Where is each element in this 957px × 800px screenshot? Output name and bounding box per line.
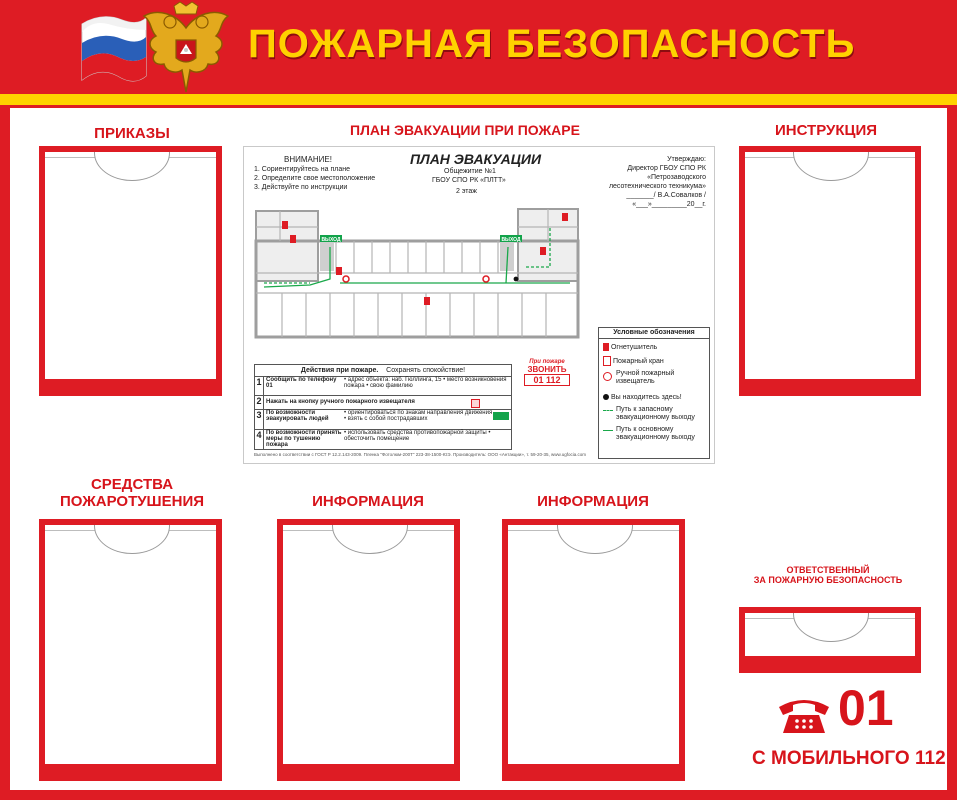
- legend-item: [603, 356, 705, 370]
- action-num: 4: [255, 430, 264, 450]
- plan-footer: Выполнено в соответствии с ГОСТ Р 12.2.143-2009. Пленка "Фотолюм-200Т" 223-38-1500-ЮЭ. Производитель: ООО «Антакции», т. 59-20-35, www.ugfocia.com: [254, 452, 586, 457]
- extinguishing-label-line2: ПОЖАРОТУШЕНИЯ: [59, 493, 205, 511]
- plan-institution: ГБОУ СПО РК «ПЛТТ»: [432, 177, 506, 184]
- actions-header: [255, 365, 511, 377]
- pocket-sheet: [745, 613, 915, 656]
- action-title: По возможности принять меры по тушению пожара: [266, 430, 342, 448]
- legend-label: Огнетушитель: [610, 344, 658, 351]
- instructions-pocket[interactable]: [739, 146, 921, 396]
- orders-label: ПРИКАЗЫ: [94, 125, 170, 142]
- legend-item: [603, 406, 705, 426]
- main-route-icon: [603, 430, 613, 431]
- action-row-1: [255, 377, 511, 396]
- fire-phone-number: 01: [838, 680, 894, 736]
- extinguishing-label: [44, 476, 220, 511]
- pocket-notch: [557, 525, 633, 554]
- call-numbers: 01 112: [524, 374, 570, 386]
- floor-plan-drawing: [250, 207, 584, 357]
- info-pocket-2[interactable]: [502, 519, 685, 781]
- approval-line: лесотехнического техникума»: [608, 183, 706, 190]
- approval-line: Утверждаю:: [667, 156, 706, 163]
- legend-item: [603, 370, 705, 392]
- action-num: 2: [255, 396, 264, 409]
- action-num: 1: [255, 377, 264, 395]
- board-title: ПОЖАРНАЯ БЕЗОПАСНОСТЬ: [248, 22, 856, 66]
- telephone-icon: [775, 691, 833, 737]
- step-1: 1. Сориентируйтесь на плане: [254, 166, 350, 173]
- legend-label: Путь к запасному эвакуационному выходу: [616, 406, 695, 421]
- exit-direction-icon: [493, 412, 509, 420]
- exit-sign-text: ВЫХОД: [321, 237, 341, 243]
- pocket-notch: [94, 152, 170, 181]
- approval-block: [596, 155, 706, 209]
- you-are-here-icon: [603, 394, 609, 400]
- step-2: 2. Определите свое местоположение: [254, 175, 376, 182]
- info-pocket-1[interactable]: [277, 519, 460, 781]
- action-num: 3: [255, 410, 264, 429]
- attention-text: ВНИМАНИЕ!: [284, 155, 332, 164]
- approval-line: «___»_________20__г.: [632, 201, 706, 208]
- extinguishing-pocket[interactable]: [39, 519, 222, 781]
- evacuation-section-label: ПЛАН ЭВАКУАЦИИ ПРИ ПОЖАРЕ: [350, 122, 580, 138]
- approval-line: _______/ В.А.Совалков /: [626, 192, 706, 199]
- info-label-1: ИНФОРМАЦИЯ: [312, 493, 424, 510]
- pocket-notch: [94, 525, 170, 554]
- action-row-3: [255, 410, 511, 430]
- pocket-sheet: [508, 525, 679, 764]
- info-label-2: ИНФОРМАЦИЯ: [537, 493, 649, 510]
- actions-table: [254, 364, 512, 450]
- plan-building: Общежитие №1: [444, 168, 496, 175]
- extinguishing-label-line1: СРЕДСТВА: [90, 476, 174, 493]
- action-notes: • адрес объекта: наб. Гюллинга, 15 • место возникновения пожара • свою фамилию: [344, 377, 507, 389]
- call-label-2: ЗВОНИТЬ: [527, 365, 567, 374]
- instructions-label: ИНСТРУКЦИЯ: [774, 122, 878, 139]
- manual-call-point-icon: [603, 372, 612, 381]
- action-row-4: [255, 430, 511, 450]
- coat-of-arms-icon: [136, 0, 236, 100]
- pocket-notch: [332, 525, 408, 554]
- actions-header-title: Действия при пожаре.: [300, 367, 379, 374]
- call-label-1: При пожаре: [529, 359, 565, 365]
- legend-title: Условные обозначения: [599, 328, 709, 339]
- responsible-label-line1: ОТВЕТСТВЕННЫЙ: [786, 565, 870, 575]
- pocket-sheet: [45, 525, 216, 764]
- responsible-label-line2: ЗА ПОЖАРНУЮ БЕЗОПАСНОСТЬ: [753, 575, 903, 586]
- legend-box: [598, 327, 710, 459]
- call-box: [524, 359, 570, 386]
- legend-label: Пожарный кран: [612, 358, 664, 365]
- legend-item: [603, 342, 705, 356]
- approval-line: Директор ГБОУ СПО РК: [627, 165, 706, 172]
- orders-pocket[interactable]: [39, 146, 222, 396]
- action-title: По возможности эвакуировать людей: [266, 410, 329, 422]
- approval-line: «Петрозаводского: [647, 174, 706, 181]
- responsible-label: [740, 565, 916, 586]
- pocket-sheet: [283, 525, 454, 764]
- exit-sign-text: ВЫХОД: [501, 237, 521, 243]
- legend-item: [603, 392, 705, 406]
- action-row-2: [255, 396, 511, 410]
- legend-item: [603, 426, 705, 446]
- legend-label: Путь к основному эвакуационному выходу: [616, 426, 695, 441]
- legend-label: Ручной пожарный извещатель: [616, 370, 675, 385]
- extinguisher-icon: [603, 343, 609, 351]
- legend-label: Вы находитесь здесь!: [610, 394, 682, 401]
- plan-floor: 2 этаж: [456, 188, 477, 195]
- action-notes: • использовать средства противопожарной защиты • обесточить помещение: [344, 430, 491, 442]
- fire-hydrant-icon: [603, 356, 611, 366]
- pocket-notch: [793, 152, 869, 181]
- pocket-sheet: [745, 152, 915, 379]
- evacuation-plan[interactable]: [243, 146, 715, 464]
- action-title: Нажать на кнопку ручного пожарного извещателя: [266, 399, 415, 405]
- fire-alarm-icon: [471, 399, 480, 408]
- actions-calm: Сохранять спокойствие!: [386, 367, 466, 374]
- action-title: Сообщить по телефону 01: [266, 377, 337, 389]
- mobile-number: С МОБИЛЬНОГО 112: [752, 748, 946, 769]
- plan-title: ПЛАН ЭВАКУАЦИИ: [410, 151, 542, 167]
- action-notes: • ориентироваться по знакам направления движения • взять с собой пострадавших: [344, 410, 493, 422]
- reserve-route-icon: [603, 410, 613, 411]
- step-3: 3. Действуйте по инструкции: [254, 184, 348, 191]
- responsible-pocket[interactable]: [739, 607, 921, 673]
- pocket-notch: [793, 613, 869, 642]
- pocket-sheet: [45, 152, 216, 379]
